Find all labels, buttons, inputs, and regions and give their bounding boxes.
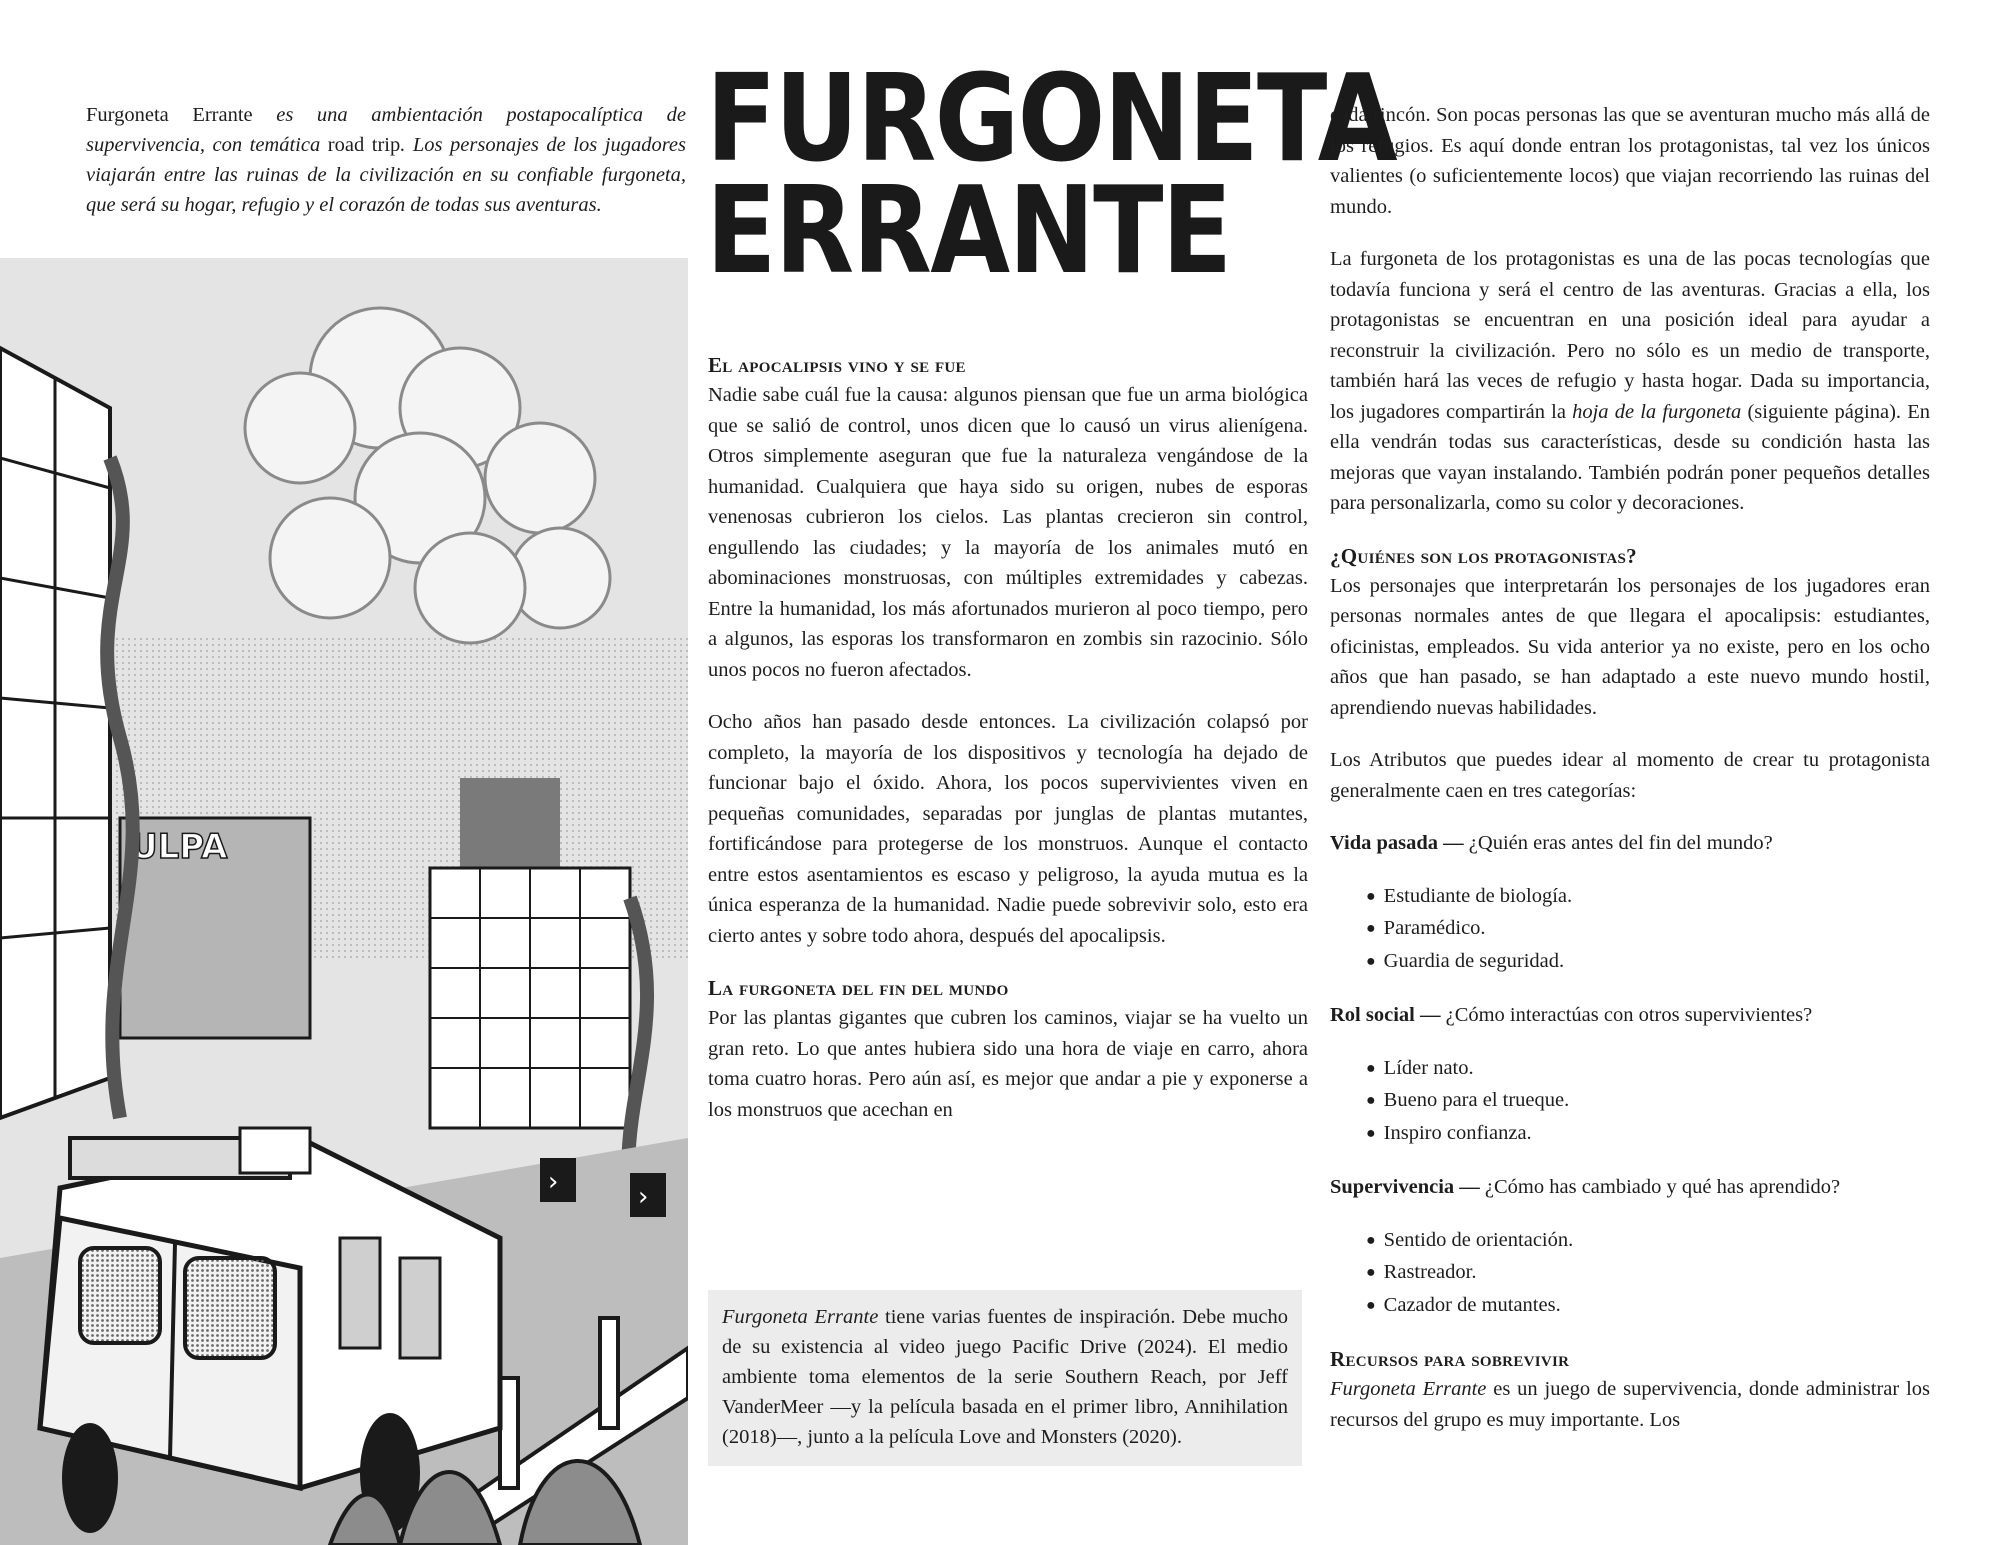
right-column — [1330, 100, 1930, 1457]
paragraph: Los Atributos que puedes idear al momento de crear tu protagonista generalmente caen en tres categorías: — [1330, 749, 1930, 802]
attribute-rol-social — [1330, 1000, 1930, 1150]
paragraph: Por las plantas gigantes que cubren los caminos, viajar se ha vuelto un gran reto. Lo que antes hubiera sido una hora de viaje en carro, ahora toma cuatro horas. Pero aún así, es mejor que andar a pie y exponerse a los monstruos que acechan en — [708, 1007, 1308, 1121]
intro-text-1: es una ambientación postapocalíptica de supervivencia, con temática — [86, 104, 686, 156]
heading-apocalipsis: El apocalipsis vino y se fue — [708, 353, 966, 377]
attribute-question: ¿Cómo interactúas con otros supervivientes? — [1440, 1004, 1813, 1026]
list-item: ● Estudiante de biología. — [1366, 881, 1930, 914]
middle-column — [708, 350, 1308, 1147]
svg-text:›: › — [638, 1182, 649, 1212]
example-list — [1330, 881, 1930, 979]
svg-text:›: › — [548, 1167, 559, 1197]
building-sign: ULPA — [130, 827, 228, 867]
list-item: ● Sentido de orientación. — [1366, 1225, 1930, 1258]
title-line-2: ERRANTE — [706, 162, 1231, 301]
attribute-vida-pasada — [1330, 828, 1930, 978]
paragraph: Los personajes que interpretarán los personajes de los jugadores eran personas normales antes de que llegara el apocalipsis: estudiantes, oficinistas, empleados. Su vida anterior ya no existe, pero en los ocho años que han pasado, se han adaptado a este nuevo mundo hostil, aprendiendo nuevas habilidades. — [1330, 574, 1930, 719]
example-list — [1330, 1225, 1930, 1323]
sidebar-text: tiene varias fuentes de inspiración. Debe mucho de su existencia al video juego Pacific Drive (2024). El medio ambiente toma elementos de la serie Southern Reach, por Jeff VanderMeer —y la película basada en el primer libro, Annihilation (2018)—, junto a la película Love and Monsters (2020). — [722, 1306, 1289, 1448]
attribute-supervivencia — [1330, 1172, 1930, 1322]
list-item: ● Paramédico. — [1366, 913, 1930, 946]
game-title-run: Furgoneta Errante — [1330, 1378, 1487, 1400]
intro-title-run: Furgoneta Errante — [86, 104, 253, 126]
attribute-name: Supervivencia — — [1330, 1176, 1480, 1198]
heading-furgoneta: La furgoneta del fin del mundo — [708, 976, 1009, 1000]
illustration-svg — [0, 258, 688, 1545]
intro-blurb — [86, 100, 686, 220]
heading-protagonistas: ¿Quiénes son los protagonistas? — [1330, 543, 1637, 568]
paragraph-text: es un juego de supervivencia, donde administrar los recursos del grupo es muy importante. Los — [1330, 1378, 1930, 1431]
list-item: ● Rastreador. — [1366, 1257, 1930, 1290]
intro-text-2: . Los personajes de los jugadores viajarán entre las ruinas de la civilización en su confiable furgoneta, que será su hogar, refugio y el corazón de todas sus aventuras. — [86, 134, 687, 216]
sidebar-title-run: Furgoneta Errante — [722, 1306, 879, 1328]
paragraph — [1330, 244, 1930, 519]
list-item: ● Cazador de mutantes. — [1366, 1290, 1930, 1323]
paragraph: Ocho años han pasado desde entonces. La civilización colapsó por completo, la mayoría de los dispositivos y tecnología ha dejado de funcionar bajo el óxido. Ahora, los pocos supervivientes viven en pequeñas comunidades, separadas por junglas de plantas mutantes, fortificándose para protegerse de los monstruos. Aunque el contacto entre estos asentamientos es escaso y peligroso, la ayuda mutua es la única esperanza de la humanidad. Nadie puede sobrevivir solo, esto era cierto antes y sobre todo ahora, después del apocalipsis. — [708, 711, 1308, 947]
example-list — [1330, 1053, 1930, 1151]
attribute-name: Vida pasada — — [1330, 832, 1464, 854]
list-item: ● Inspiro confianza. — [1366, 1118, 1930, 1151]
title-line-1: FURGONETA — [706, 50, 1396, 189]
tower-icon — [0, 348, 110, 1118]
attribute-name: Rol social — — [1330, 1004, 1441, 1026]
list-item: ● Líder nato. — [1366, 1053, 1930, 1086]
paragraph: Nadie sabe cuál fue la causa: algunos piensan que fue un arma biológica que se salió de control, unos dicen que lo causó un virus alienígena. Otros simplemente aseguran que fue la naturaleza vengándose de la humanidad. Cualquiera que haya sido su origen, nubes de esporas venenosas cubrieron los cielos. Las plantas crecieron sin control, engullendo las ciudades; y la mayoría de los animales mutó en abominaciones monstruosas, con múltiples extremidades y cabezas. Entre la humanidad, los más afortunados murieron al poco tiempo, pero a algunos, las esporas los transformaron en zombis sin razocinio. Sólo unos pocos no fueron afectados. — [708, 384, 1308, 681]
list-item: ● Guardia de seguridad. — [1366, 946, 1930, 979]
van-sheet-reference: hoja de la furgoneta — [1572, 400, 1742, 423]
intro-road-trip: road trip — [327, 134, 401, 156]
van-illustration — [0, 258, 688, 1545]
attribute-question: ¿Cómo has cambiado y qué has aprendido? — [1479, 1176, 1841, 1198]
inspiration-sidebar — [708, 1290, 1302, 1466]
attribute-question: ¿Quién eras antes del fin del mundo? — [1463, 832, 1773, 854]
list-item: ● Bueno para el trueque. — [1366, 1085, 1930, 1118]
paragraph-text: (siguiente página). En ella vendrán todas sus características, desde su condición hasta las mejoras que vayan instalando. También podrán poner pequeños detalles para personalizarla, como su color y decoraciones. — [1330, 400, 1930, 514]
page-title — [706, 50, 1396, 301]
heading-recursos: Recursos para sobrevivir — [1330, 1347, 1570, 1371]
paragraph-text: La furgoneta de los protagonistas es una de las pocas tecnologías que todavía funciona y será el centro de las aventuras. Gracias a ella, los protagonistas se encuentran en una posición ideal para ayudar a reconstruir la civilización. Pero no sólo es un medio de transporte, también hará las veces de refugio y hasta hogar. Dada su importancia, los jugadores compartirán la — [1330, 248, 1930, 423]
paragraph — [1330, 1374, 1930, 1435]
paragraph: cada rincón. Son pocas personas las que se aventuran mucho más allá de los refugios. Es aquí donde entran los protagonistas, tal vez los únicos valientes (o suficientemente locos) que viajan recorriendo las ruinas del mundo. — [1330, 104, 1930, 218]
